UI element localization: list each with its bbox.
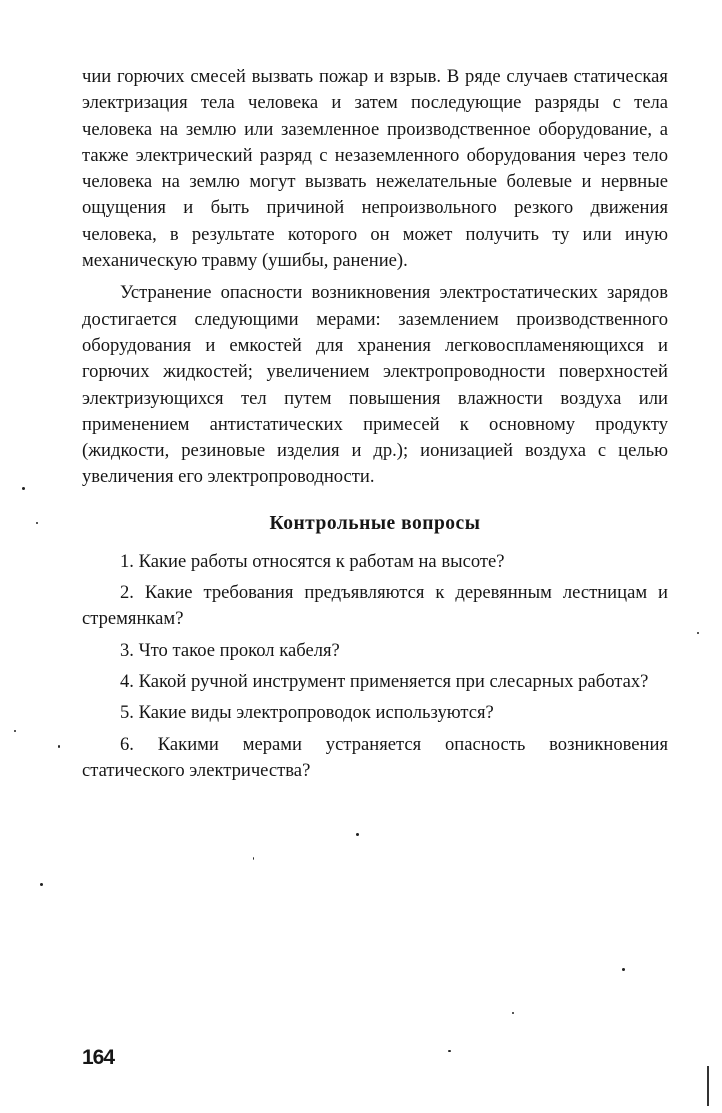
page-content <box>82 64 668 789</box>
section-heading: Контрольные вопросы <box>269 512 481 534</box>
question-item: 3. Что такое прокол кабеля? <box>120 639 340 661</box>
scan-speck <box>58 745 60 748</box>
question-item: 1. Какие работы относятся к работам на высоте? <box>120 550 505 572</box>
scan-speck <box>36 522 38 524</box>
scan-speck <box>14 730 16 732</box>
body-paragraph-1: чии горючих смесей вызвать пожар и взрыв. В ряде случаев статическая электризация тела человека и затем последующие разряды с тела человека на землю или заземленное производственное оборудование, а также электрический разряд с незаземленного оборудования через тело человека на землю могут вызвать нежелательные болевые и нервные ощущения и быть причиной непроизвольного резкого движения человека, в результате которого он может получить ту или иную механическую травму (ушибы, ранение). <box>82 66 668 272</box>
scan-speck <box>253 857 254 860</box>
scan-speck <box>22 487 25 490</box>
page-number: 164 <box>82 1046 115 1069</box>
question-item: 2. Какие требования предъявляются к деревянным лестницам и стремянкам? <box>82 582 668 630</box>
scan-speck <box>356 833 359 836</box>
scan-speck <box>697 632 699 634</box>
questions-list <box>82 549 668 784</box>
question-item: 4. Какой ручной инструмент применяется при слесарных работах? <box>120 670 649 692</box>
scan-speck <box>512 1012 514 1014</box>
scan-speck <box>448 1050 451 1052</box>
question-item: 5. Какие виды электропроводок используются? <box>120 702 494 724</box>
scan-speck <box>622 968 625 971</box>
scan-speck <box>40 883 43 886</box>
question-item: 6. Какими мерами устраняется опасность возникновения статического электричества? <box>82 733 668 781</box>
body-paragraph-2: Устранение опасности возникновения электростатических зарядов достигается следующими мерами: заземлением производственного оборудования и емкостей для хранения легковоспламеняющихся и горючих жидкостей; увеличением электропроводности поверхностей электризующихся тел путем повышения влажности воздуха или применением антистатических примесей к основному продукту (жидкости, резиновые изделия и др.); ионизацией воздуха с целью увеличения его электропроводности. <box>82 282 668 488</box>
scan-edge-line <box>707 1066 709 1106</box>
